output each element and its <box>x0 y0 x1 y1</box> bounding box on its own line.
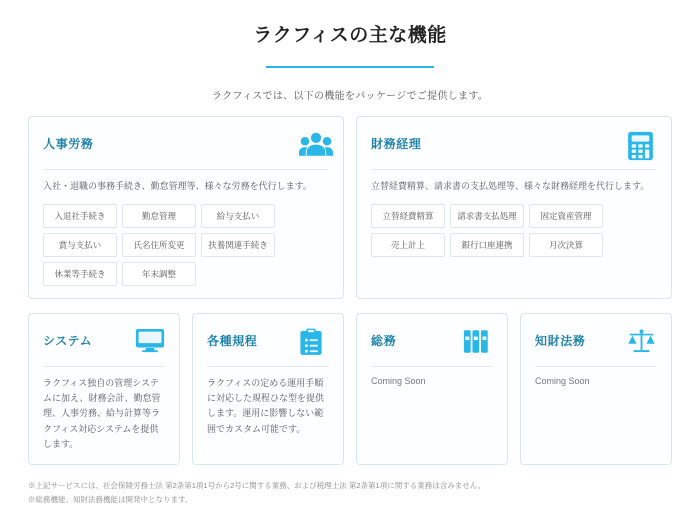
card-ip-legal-header <box>535 328 657 356</box>
card-general-affairs-divider <box>371 366 493 367</box>
card-hr-tags <box>43 204 329 286</box>
page-subtitle: ラクフィスでは、以下の機能をパッケージでご提供します。 <box>211 91 489 102</box>
page-title: ラクフィスの主な機能 <box>253 25 447 46</box>
binders-icon <box>463 328 493 356</box>
card-hr <box>28 116 344 299</box>
card-general-affairs-title: 総務 <box>371 333 397 348</box>
tag-item: 月次決算 <box>529 233 603 257</box>
card-system-divider <box>43 366 165 367</box>
tag-item: 給与支払い <box>201 204 275 228</box>
card-rules-description: ラクフィスの定める運用手順に対応した規程ひな型を提供します。運用に影響しない範囲でカスタム可能です。 <box>207 377 325 434</box>
feature-row-primary <box>28 116 672 299</box>
card-hr-description: 入社・退職の事務手続き、勤怠管理等、様々な労務を代行します。 <box>43 181 312 191</box>
card-finance-divider <box>371 169 657 170</box>
tag-item: 休業等手続き <box>43 262 117 286</box>
calculator-icon <box>627 131 657 159</box>
monitor-icon <box>135 328 165 356</box>
tag-item: 氏名住所変更 <box>122 233 196 257</box>
scales-icon <box>627 328 657 356</box>
footnotes <box>28 479 672 506</box>
card-general-affairs-header <box>371 328 493 356</box>
card-general-affairs <box>356 313 508 465</box>
tag-item: 年末調整 <box>122 262 196 286</box>
tag-item: 扶養関連手続き <box>201 233 275 257</box>
tag-item: 入退社手続き <box>43 204 117 228</box>
card-finance <box>356 116 672 299</box>
tag-item: 請求書支払処理 <box>450 204 524 228</box>
tag-item: 勤怠管理 <box>122 204 196 228</box>
card-ip-legal-title: 知財法務 <box>535 333 586 348</box>
tag-item: 銀行口座連携 <box>450 233 524 257</box>
feature-row-secondary <box>28 313 672 465</box>
card-system-header <box>43 328 165 356</box>
card-finance-header <box>371 131 657 159</box>
tag-item: 立替経費精算 <box>371 204 445 228</box>
card-rules-divider <box>207 366 329 367</box>
card-finance-description: 立替経費精算、請求書の支払処理等、様々な財務経理を代行します。 <box>371 181 650 191</box>
footnote-item: ※総務機能、知財法務機能は開発中となります。 <box>28 494 193 504</box>
tag-item: 賞与支払い <box>43 233 117 257</box>
tag-item: 売上計上 <box>371 233 445 257</box>
card-system <box>28 313 180 465</box>
card-hr-title: 人事労務 <box>43 137 94 151</box>
feature-overview-page <box>0 20 700 504</box>
people-group-icon <box>299 131 329 159</box>
card-hr-divider <box>43 169 329 170</box>
card-rules-header <box>207 328 329 356</box>
page-header <box>28 20 672 73</box>
card-general-affairs-status: Coming Soon <box>371 375 426 386</box>
clipboard-icon <box>299 328 329 356</box>
card-ip-legal <box>520 313 672 465</box>
card-system-description: ラクフィス独自の管理システムに加え、財務会計、勤怠管理、人事労務、給与計算等ラクフィス対応システムを提供します。 <box>43 377 161 450</box>
card-finance-tags <box>371 204 657 257</box>
card-hr-header <box>43 131 329 159</box>
card-ip-legal-divider <box>535 366 657 367</box>
card-rules <box>192 313 344 465</box>
card-ip-legal-status: Coming Soon <box>535 375 590 386</box>
card-finance-title: 財務経理 <box>371 137 422 151</box>
card-rules-title: 各種規程 <box>207 333 258 348</box>
title-underline <box>266 66 434 68</box>
card-system-title: システム <box>43 333 93 348</box>
footnote-item: ※上記サービスには、社会保険労務士法 第2条第1項1号から2号に関する業務、および税理士法 第2条第1項に関する業務は含みません。 <box>28 481 486 491</box>
tag-item: 固定資産管理 <box>529 204 603 228</box>
